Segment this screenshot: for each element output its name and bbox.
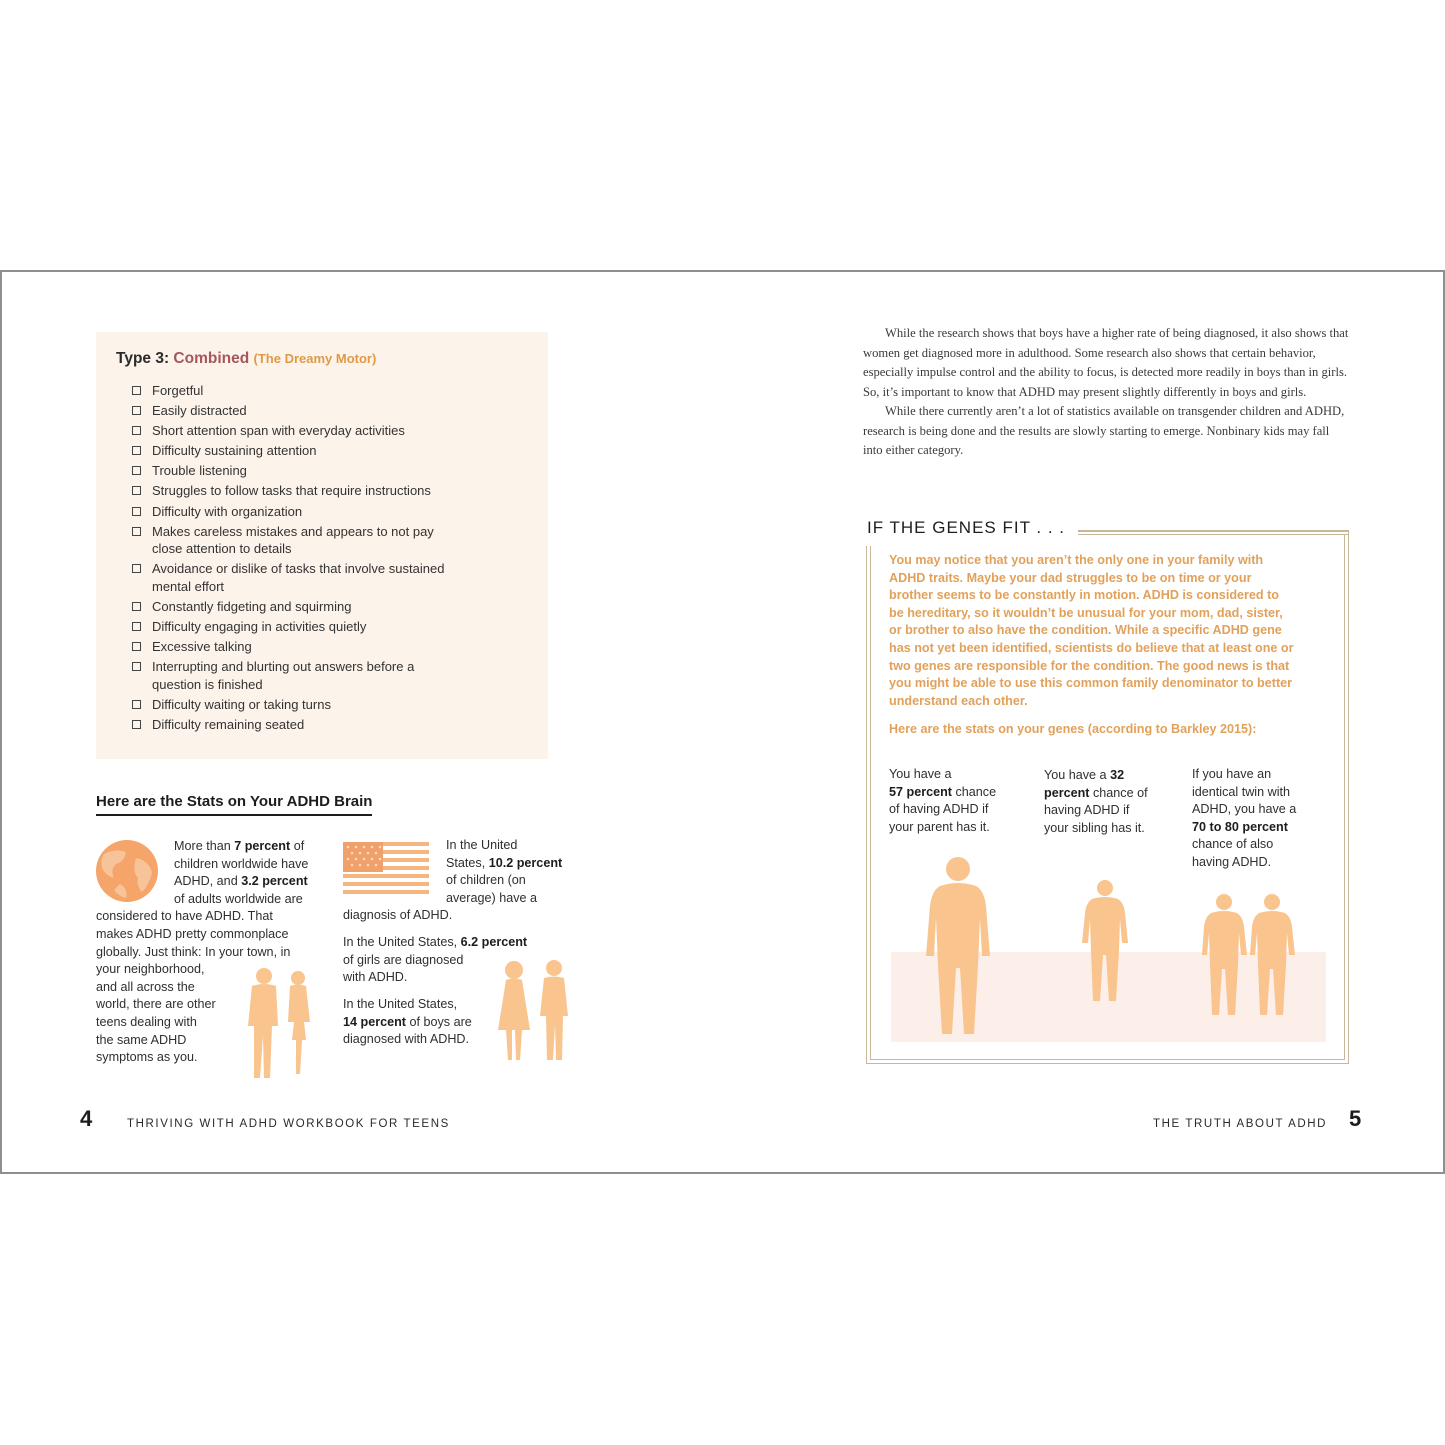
checkbox[interactable] xyxy=(132,406,141,415)
symptom-checklist xyxy=(132,382,532,736)
checklist-item[interactable]: Excessive talking xyxy=(132,638,532,656)
checkbox[interactable] xyxy=(132,622,141,631)
adult-couple-silhouette xyxy=(240,966,322,1082)
combined-label: Combined xyxy=(173,350,250,367)
genes-intro: Here are the stats on your genes (according to Barkley 2015): xyxy=(889,722,1257,736)
checkbox[interactable] xyxy=(132,446,141,455)
checkbox[interactable] xyxy=(132,642,141,651)
checklist-item[interactable]: Easily distracted xyxy=(132,402,532,420)
running-head-left: THRIVING WITH ADHD WORKBOOK FOR TEENS xyxy=(127,1118,450,1130)
stats-heading: Here are the Stats on Your ADHD Brain xyxy=(96,793,372,816)
gene-stat-sibling: You have a 32 percent chance of having ADHD if your sibling has it. xyxy=(1044,768,1148,835)
genes-heading: IF THE GENES FIT . . . xyxy=(867,518,1066,537)
stat-worldwide: More than 7 percent of children worldwide have ADHD, and 3.2 percent of adults worldwide are considered to have ADHD. That makes ADHD pretty commonplace globally. Just think: In your town, in your neighborhood, and all across the world, there are other teens dealing with the same ADHD symptoms as you. xyxy=(96,839,309,1065)
twins-silhouette xyxy=(1202,893,1296,1017)
checkbox[interactable] xyxy=(132,507,141,516)
body-text xyxy=(863,324,1349,461)
checklist-item[interactable]: Struggles to follow tasks that require instructions xyxy=(132,482,532,500)
parent-silhouette xyxy=(926,856,992,1038)
checkbox[interactable] xyxy=(132,426,141,435)
checklist-item[interactable]: Difficulty remaining seated xyxy=(132,716,532,734)
checklist-item[interactable]: Forgetful xyxy=(132,382,532,400)
checklist-item[interactable]: Difficulty sustaining attention xyxy=(132,442,532,460)
checklist-item[interactable]: Avoidance or dislike of tasks that involve sustained mental effort xyxy=(132,560,482,595)
girl-boy-silhouette xyxy=(496,958,572,1064)
stat-us-children: In the United States, 10.2 percent of children (on average) have a diagnosis of ADHD. xyxy=(343,838,563,923)
checkbox[interactable] xyxy=(132,602,141,611)
checklist-item[interactable]: Interrupting and blurting out answers before a question is finished xyxy=(132,658,452,693)
checkbox[interactable] xyxy=(132,564,141,573)
body-paragraph: While the research shows that boys have a higher rate of being diagnosed, it also shows that women get diagnosed more in adulthood. Some research also shows that certain behavior, especially impulse control and the ability to focus, is detected more readily in boys than in girls. So, it’s important to know that ADHD may present slightly differently in boys and girls. xyxy=(863,326,1349,399)
checkbox[interactable] xyxy=(132,486,141,495)
genes-rule xyxy=(1078,531,1349,535)
checklist-item[interactable]: Trouble listening xyxy=(132,462,532,480)
genes-paragraph: You may notice that you aren’t the only one in your family with ADHD traits. Maybe your dad struggles to be on time or your brother seems to be constantly in motion. ADHD is considered to be hereditary, so it wouldn’t be unusual for your mom, dad, sister, or brother to also have the condition. While a specific ADHD gene has not yet been identified, scientists do believe that at least one or two genes are responsible for the condition. The good news is that you might be able to use this common family denominator to better understand each other. xyxy=(889,553,1294,708)
checkbox[interactable] xyxy=(132,466,141,475)
page-number-right: 5 xyxy=(1349,1106,1362,1131)
running-head-right: THE TRUTH ABOUT ADHD xyxy=(1153,1118,1328,1130)
stat-us-girls: In the United States, 6.2 percent of girls are diagnosed with ADHD. xyxy=(343,935,528,985)
checklist-item[interactable]: Makes careless mistakes and appears to not pay close attention to details xyxy=(132,523,462,558)
checklist-item[interactable]: Short attention span with everyday activities xyxy=(132,422,532,440)
checkbox[interactable] xyxy=(132,720,141,729)
gene-stat-twin: If you have an identical twin with ADHD, you have a 70 to 80 percent chance of also having ADHD. xyxy=(1192,767,1297,869)
page-number-left: 4 xyxy=(80,1106,93,1131)
sibling-silhouette xyxy=(1082,879,1128,1003)
gene-stat-parent: You have a 57 percent chance of having ADHD if your parent has it. xyxy=(889,767,997,834)
type3-checklist-box xyxy=(96,332,548,759)
body-paragraph: While there currently aren’t a lot of statistics available on transgender children and ADHD, research is being done and the results are slowly starting to emerge. Nonbinary kids may fall into either category. xyxy=(863,404,1345,457)
checkbox[interactable] xyxy=(132,527,141,536)
dreamy-motor-label: (The Dreamy Motor) xyxy=(253,351,377,366)
checkbox[interactable] xyxy=(132,386,141,395)
stat-us-boys: In the United States, 14 percent of boys are diagnosed with ADHD. xyxy=(343,997,472,1047)
checkbox[interactable] xyxy=(132,700,141,709)
checkbox[interactable] xyxy=(132,662,141,671)
checklist-item[interactable]: Difficulty with organization xyxy=(132,503,532,521)
checklist-item[interactable]: Difficulty engaging in activities quietly xyxy=(132,618,532,636)
checklist-item[interactable]: Difficulty waiting or taking turns xyxy=(132,696,532,714)
type3-title: Type 3: Combined (The Dreamy Motor) xyxy=(116,350,377,367)
checklist-item[interactable]: Constantly fidgeting and squirming xyxy=(132,598,532,616)
